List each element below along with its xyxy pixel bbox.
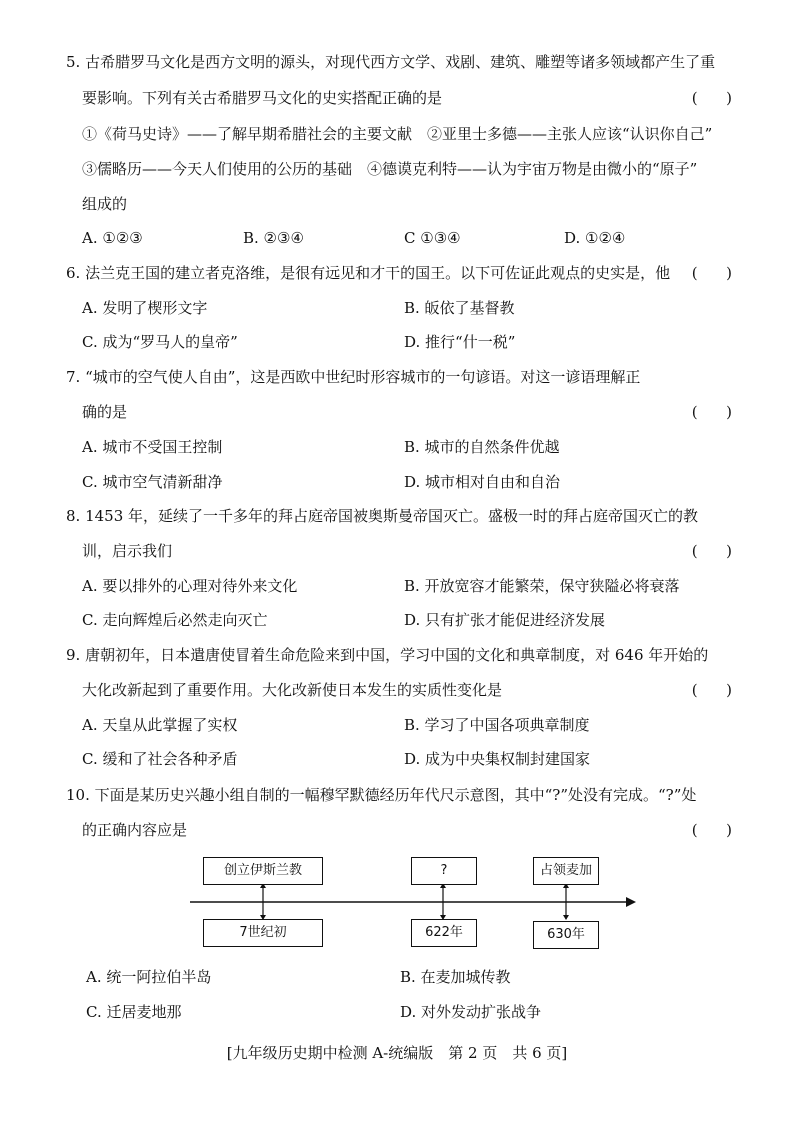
q10-line2: 的正确内容应是 [82, 821, 188, 839]
timeline-event-box-3: 占领麦加 [533, 857, 599, 885]
q7-line2: 确的是 [82, 403, 128, 421]
q9-option-d: D. 成为中央集权制封建国家 [404, 750, 591, 768]
q5-option-d: D. ①②④ [564, 229, 626, 247]
q10-answer-bracket: ( ) [691, 821, 732, 839]
q5-line4: ③儒略历——今天人们使用的公历的基础 ④德谟克利特——认为宇宙万物是由微小的“原子” [82, 160, 698, 178]
q8-option-a: A. 要以排外的心理对待外来文化 [82, 577, 298, 595]
q10-option-a: A. 统一阿拉伯半岛 [86, 968, 212, 986]
q7-answer-bracket: ( ) [691, 403, 732, 421]
q6-option-d: D. 推行“什一税” [404, 333, 516, 351]
q8-answer-bracket: ( ) [691, 542, 732, 560]
q9-option-b: B. 学习了中国各项典章制度 [404, 716, 590, 734]
q5-answer-bracket: ( ) [691, 89, 732, 107]
q9-option-c: C. 缓和了社会各种矛盾 [82, 750, 238, 768]
timeline-date-box-2: 622年 [411, 919, 477, 947]
timeline-date-box-3: 630年 [533, 921, 599, 949]
q6-option-c: C. 成为“罗马人的皇帝” [82, 333, 238, 351]
q5-line3: ①《荷马史诗》——了解早期希腊社会的主要文献 ②亚里士多德——主张人应该“认识你自己” [82, 125, 713, 143]
q7-option-a: A. 城市不受国王控制 [82, 438, 223, 456]
q8-option-d: D. 只有扩张才能促进经济发展 [404, 611, 606, 629]
timeline-arrowhead [626, 897, 636, 907]
q5-line1: 5. 古希腊罗马文化是西方文明的源头，对现代西方文学、戏剧、建筑、雕塑等诸多领域都产生了重 [66, 53, 716, 71]
q10-option-d: D. 对外发动扩张战争 [400, 1003, 542, 1021]
q9-line1: 9. 唐朝初年，日本遣唐使冒着生命危险来到中国，学习中国的文化和典章制度，对 646 年开始的 [66, 646, 709, 664]
connector-3-arrow-down [563, 915, 569, 920]
q5-line2: 要影响。下列有关古希腊罗马文化的史实搭配正确的是 [82, 89, 443, 107]
timeline-date-box-1: 7世纪初 [203, 919, 323, 947]
q9-line2: 大化改新起到了重要作用。大化改新使日本发生的实质性变化是 [82, 681, 503, 699]
q5-option-a: A. ①②③ [82, 229, 143, 247]
q7-option-d: D. 城市相对自由和自治 [404, 473, 561, 491]
q8-option-c: C. 走向辉煌后必然走向灭亡 [82, 611, 268, 629]
q8-line2: 训，启示我们 [82, 542, 173, 560]
q7-line1: 7. “城市的空气使人自由”，这是西欧中世纪时形容城市的一句谚语。对这一谚语理解正 [66, 368, 641, 386]
q5-option-b: B. ②③④ [243, 229, 304, 247]
q10-option-b: B. 在麦加城传教 [400, 968, 511, 986]
q8-line1: 8. 1453 年，延续了一千多年的拜占庭帝国被奥斯曼帝国灭亡。盛极一时的拜占庭帝国灭亡的教 [66, 507, 699, 525]
q10-option-c: C. 迁居麦地那 [86, 1003, 182, 1021]
q7-option-b: B. 城市的自然条件优越 [404, 438, 560, 456]
page-footer: [九年级历史期中检测 A-统编版 第 2 页 共 6 页] [226, 1044, 568, 1062]
q8-option-b: B. 开放宽容才能繁荣，保守狭隘必将衰落 [404, 577, 680, 595]
q5-line5: 组成的 [82, 195, 128, 213]
timeline-event-box-2: ? [411, 857, 477, 885]
q5-option-c: C ①③④ [404, 229, 461, 247]
q6-line1: 6. 法兰克王国的建立者克洛维，是很有远见和才干的国王。以下可佐证此观点的史实是，他 [66, 264, 671, 282]
q7-option-c: C. 城市空气清新甜净 [82, 473, 223, 491]
q6-answer-bracket: ( ) [691, 264, 732, 282]
q9-answer-bracket: ( ) [691, 681, 732, 699]
q6-option-b: B. 皈依了基督教 [404, 299, 515, 317]
q9-option-a: A. 天皇从此掌握了实权 [82, 716, 238, 734]
q6-option-a: A. 发明了楔形文字 [82, 299, 208, 317]
timeline-event-box-1: 创立伊斯兰教 [203, 857, 323, 885]
q10-line1: 10. 下面是某历史兴趣小组自制的一幅穆罕默德经历年代尺示意图，其中“?”处没有完成。“?”处 [66, 786, 697, 804]
